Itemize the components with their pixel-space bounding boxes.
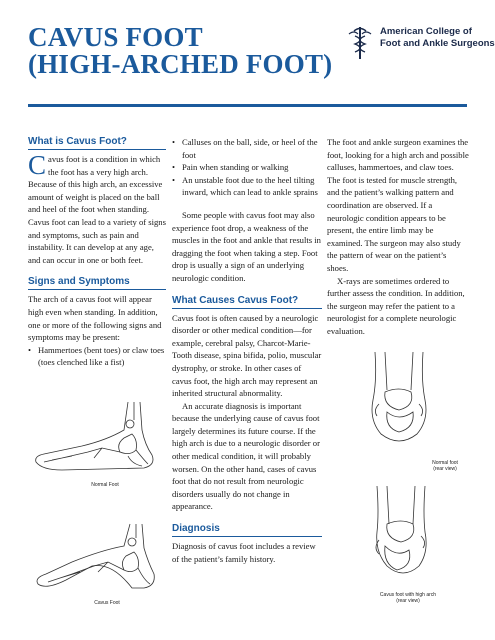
cavus-rear-caption-line-2: (rear view) xyxy=(396,598,420,604)
normal-foot-rear-view-illustration xyxy=(355,350,445,450)
list-item: • Calluses on the ball, side, or heel of the foot xyxy=(172,136,322,161)
list-item: • Pain when standing or walking xyxy=(172,161,322,174)
normal-rear-caption-line-2: (rear view) xyxy=(433,466,457,472)
cavus-rear-caption-line-1: Cavus foot with high arch xyxy=(379,592,437,598)
title-line-2: (HIGH-ARCHED FOOT) xyxy=(28,49,333,79)
column-1 xyxy=(28,136,166,369)
list-item: • An unstable foot due to the heel tilting inward, which can lead to ankle sprains xyxy=(172,174,322,199)
intro-text: avus foot is a condition in which the foot has a very high arch. Because of this high arch, an excessive amount of weight is placed on the ball and heel of the foot when standing. Cavus foot can lead to a variety of signs and symptoms, such as pain and instability. It can develop at any age, and can occur in one or both feet. xyxy=(28,154,166,265)
caduceus-foot-icon xyxy=(345,26,375,60)
drop-cap: C xyxy=(28,150,47,180)
list-item: • Hammertoes (bent toes) or claw toes (toes clenched like a fist) xyxy=(28,344,166,369)
causes-paragraph: Cavus foot is often caused by a neurologic disorder or other medical condition—for example, cerebral palsy, Charcot-Marie-Tooth disease, spina bifida, polio, muscular dystrophy, or stroke. In other cases of cavus foot, the high arch may represent an inherited structural abnormality. xyxy=(172,312,322,399)
cavus-foot-rear-view-illustration xyxy=(355,484,445,584)
column-2 xyxy=(172,136,322,565)
normal-foot-illustration xyxy=(32,400,164,478)
title-line-1: CAVUS FOOT xyxy=(28,22,203,52)
signs-list-2 xyxy=(172,136,322,199)
heading-causes: What Causes Cavus Foot? xyxy=(172,295,322,309)
cavus-foot-caption: Cavus Foot xyxy=(94,600,120,606)
header-rule xyxy=(28,104,467,107)
heading-diagnosis: Diagnosis xyxy=(172,523,322,537)
diagnosis-paragraph: Diagnosis of cavus foot includes a review of the patient’s family history. xyxy=(172,541,316,564)
org-line-2: Foot and Ankle Surgeons xyxy=(380,37,495,49)
normal-foot-caption: Normal Foot xyxy=(91,482,119,488)
page-header xyxy=(0,0,495,100)
signs-list-1 xyxy=(28,344,166,369)
normal-rear-caption-line-1: Normal foot xyxy=(432,460,458,466)
foot-drop-paragraph: Some people with cavus foot may also experience foot drop, a weakness of the muscles in the foot and ankle that results in dragging the foot when taking a step. Foot drop is usually a sign of an underlying neurologic condition. xyxy=(172,209,321,283)
organization-name xyxy=(380,26,495,49)
normal-rear-caption xyxy=(420,460,470,472)
xray-paragraph: X-rays are sometimes ordered to further assess the condition. In addition, the surgeon may refer the patient to a neurologist for a complete neurologic evaluation. xyxy=(327,275,465,336)
exam-paragraph: The foot and ankle surgeon examines the foot, looking for a high arch and possible calluses, hammertoes, and claw toes. The foot is tested for muscle strength, and the patient’s walking pattern and coordination are observed. If a neurologic condition appears to be present, the entire limb may be examined. The surgeon may also study the pattern of wear on the patient’s shoes. xyxy=(327,137,469,273)
page-title xyxy=(28,24,332,78)
cavus-foot-illustration xyxy=(32,522,164,600)
heading-signs: Signs and Symptoms xyxy=(28,276,166,290)
cavus-rear-caption xyxy=(362,592,454,604)
heading-what-is: What is Cavus Foot? xyxy=(28,136,166,150)
column-3 xyxy=(327,136,469,338)
org-line-1: American College of xyxy=(380,26,472,37)
diagnosis-importance-paragraph: An accurate diagnosis is important because the underlying cause of cavus foot largely determines its future course. If the high arch is due to a neurologic disorder or other medical condition, it will probably worsen. On the other hand, cases of cavus foot that do not result from neurologic disorders usually do not change in appearance. xyxy=(172,400,320,512)
intro-paragraph xyxy=(28,150,166,266)
signs-paragraph: The arch of a cavus foot will appear high even when standing. In addition, one or more of the following signs and symptoms may be present: xyxy=(28,294,162,343)
